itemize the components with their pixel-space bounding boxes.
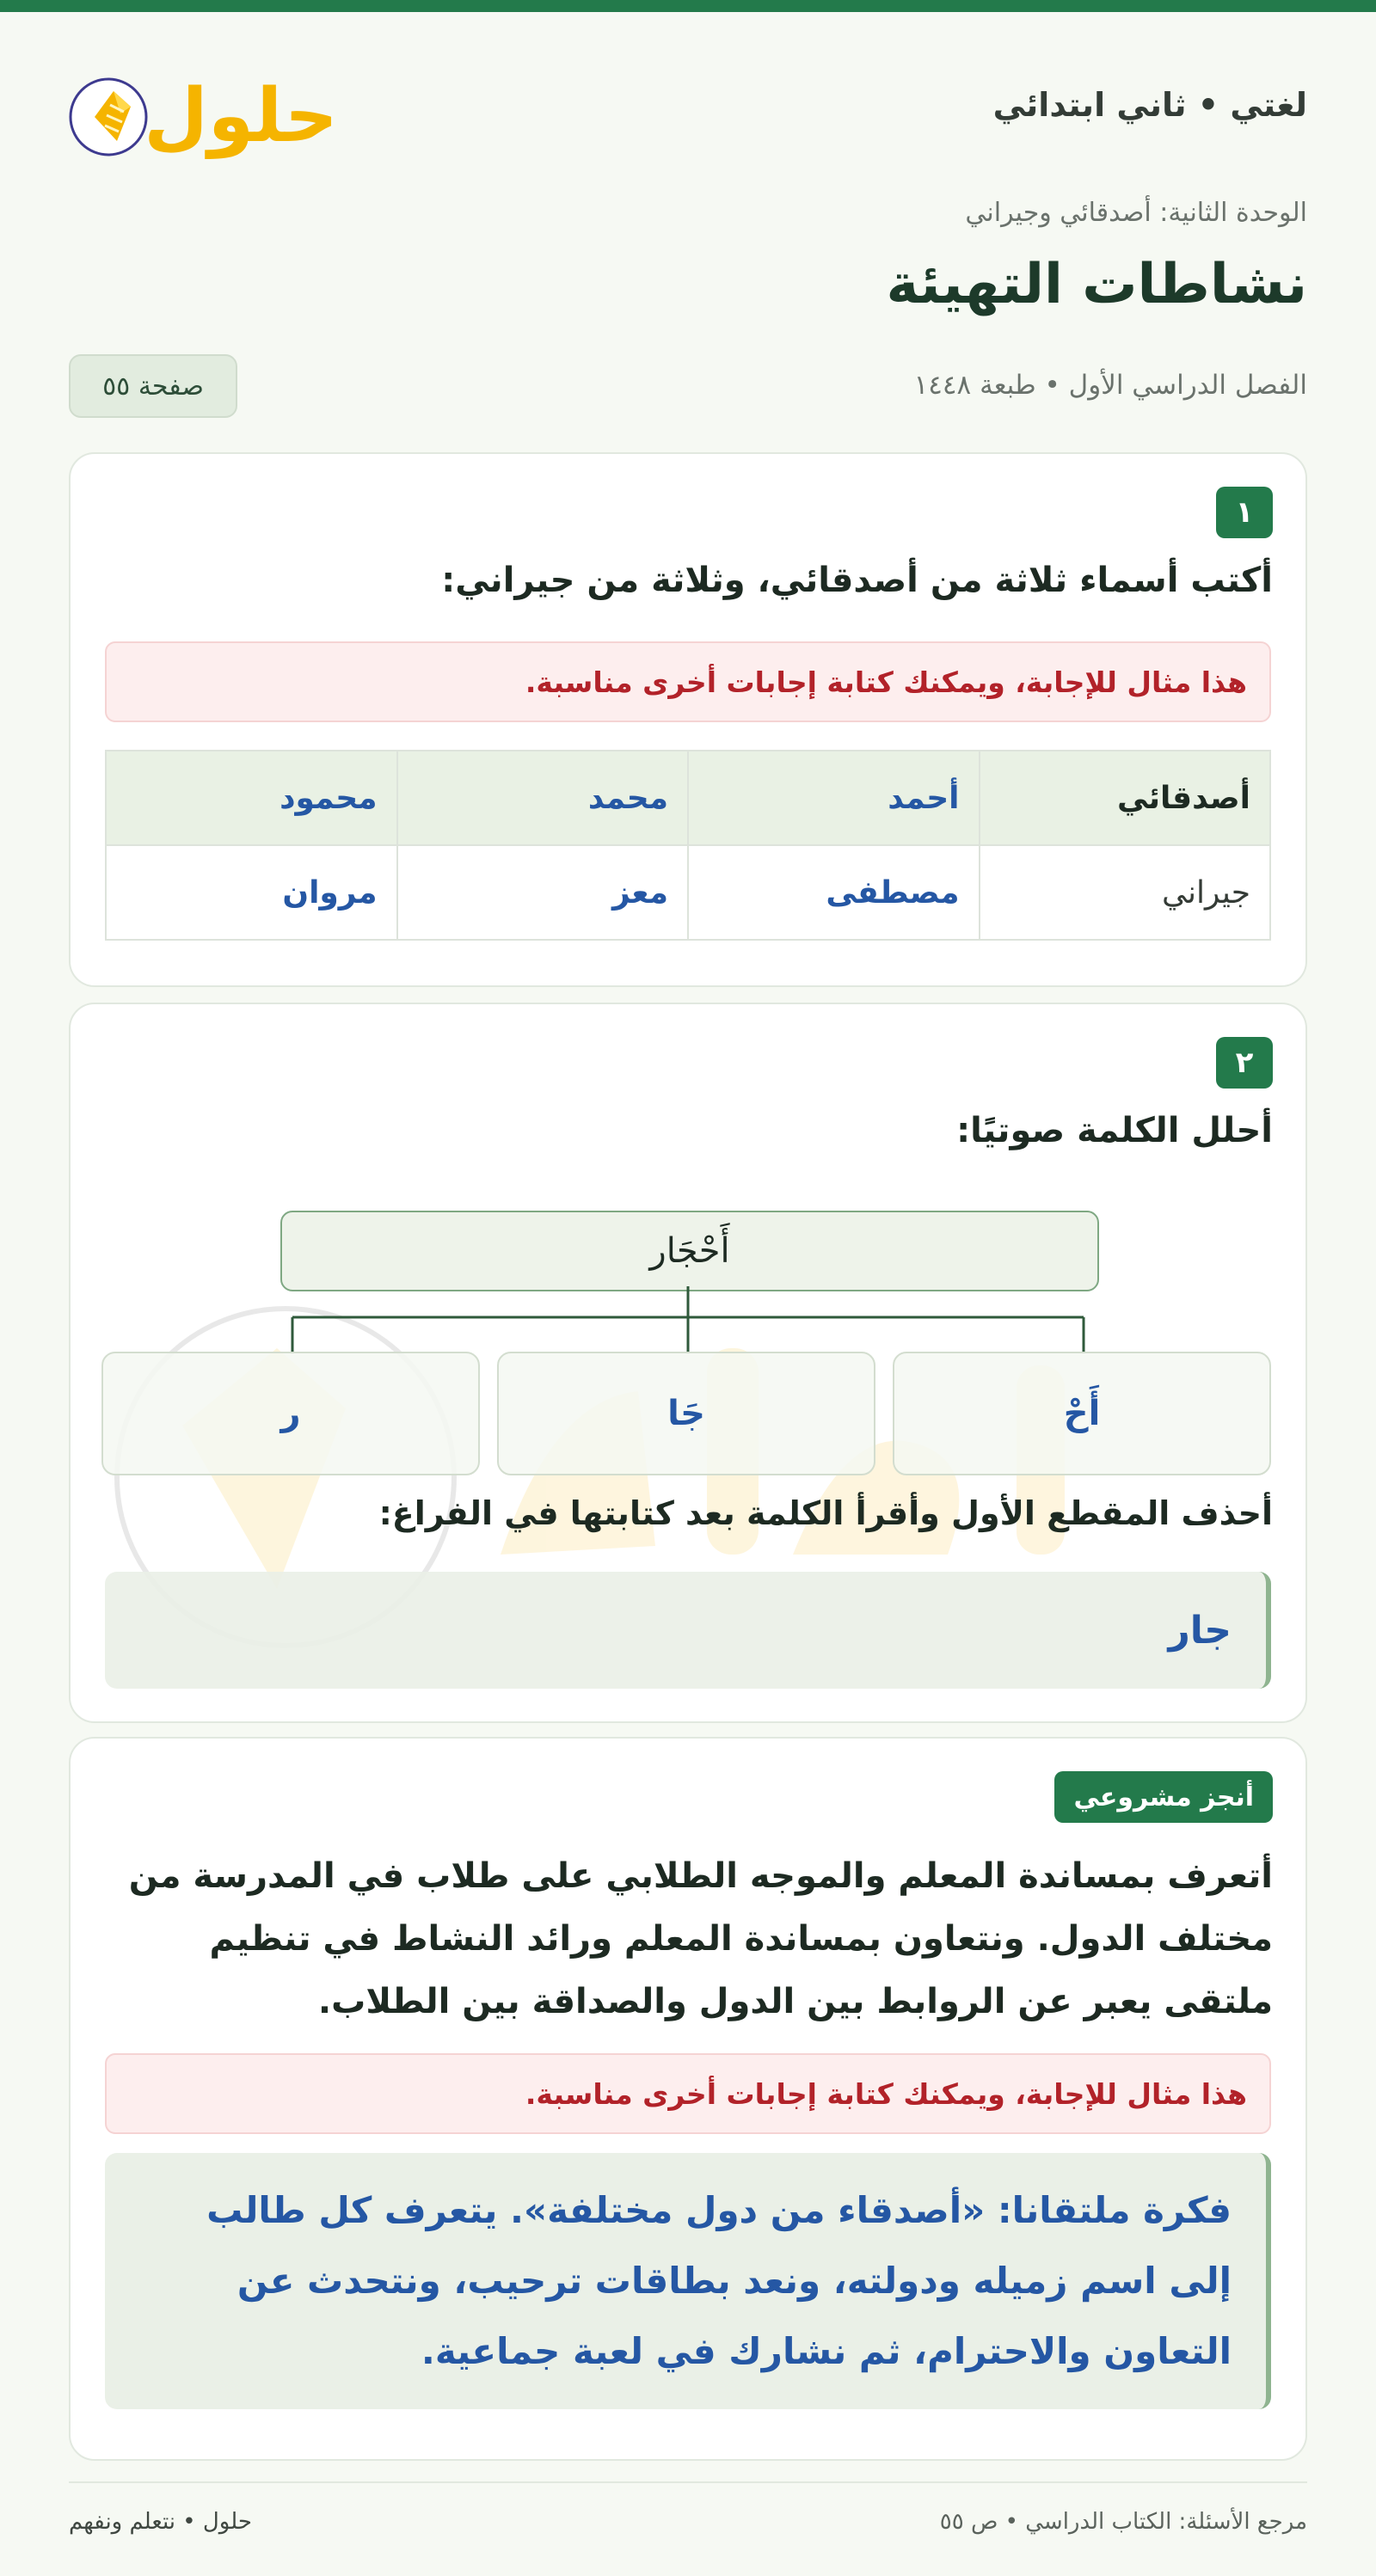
question-text: أحلل الكلمة صوتيًا: [956,1111,1273,1150]
answer-cell: محمود [106,751,397,845]
answer-box: جار [105,1572,1271,1689]
unit-name: الوحدة الثانية: أصدقائي وجيراني [965,198,1307,228]
syllable-box: جَا [497,1352,875,1475]
page-title: نشاطات التهيئة [886,253,1307,316]
answer-cell: مروان [106,845,397,940]
question-number: ١ [1216,487,1273,538]
page [69,12,1307,2576]
word-box: أَحْجَار [280,1211,1099,1291]
page-number-chip: صفحة ٥٥ [69,354,237,418]
syllable-connector [71,1286,1374,1359]
question-card-1 [69,452,1307,987]
project-badge: أنجز مشروعي [1054,1771,1273,1823]
question-text-2: أحذف المقطع الأول وأقرأ الكلمة بعد كتابتها في الفراغ: [378,1494,1273,1532]
top-accent-bar [0,0,1376,12]
answer-cell: معز [397,845,689,940]
syllable-box: ر [101,1352,480,1475]
hulul-logo [69,64,338,159]
header [69,58,1307,159]
footer [69,2481,1307,2552]
syllable-box: أَحْ [893,1352,1271,1475]
question-number: ٢ [1216,1037,1273,1089]
project-text: أتعرف بمساندة المعلم والموجه الطلابي على طلاب في المدرسة من مختلف الدول. ونتعاون بمساندة المعلم ورائد النشاط في تنظيم ملتقى يعبر عن الروابط بين الدول والصداقة بين الطلاب. [128,1856,1273,2021]
footer-brand: حلول • نتعلم ونفهم [69,2509,252,2535]
question-text: أكتب أسماء ثلاثة من أصدقائي، وثلاثة من جيراني: [441,561,1273,600]
table-row [106,751,1270,845]
answer-cell: مصطفى [688,845,980,940]
project-idea: فكرة ملتقانا: «أصدقاء من دول مختلفة». يتعرف كل طالب إلى اسم زميله ودولته، ونعد بطاقات ترحيب، ونتحدث عن التعاون والاحترام، ثم نشارك في لعبة جماعية. [105,2153,1271,2409]
subject-grade: لغتي • ثاني ابتدائي [992,86,1307,124]
term-edition: الفصل الدراسي الأول • طبعة ١٤٤٨ [913,370,1307,401]
answer-cell: أحمد [688,751,980,845]
example-note: هذا مثال للإجابة، ويمكنك كتابة إجابات أخرى مناسبة. [105,2053,1271,2134]
row-label: أصدقائي [980,751,1271,845]
example-note: هذا مثال للإجابة، ويمكنك كتابة إجابات أخرى مناسبة. [105,641,1271,722]
names-table [105,750,1271,941]
answer-cell: محمد [397,751,689,845]
row-label: جيراني [980,845,1271,940]
logo-text: حلول [144,73,338,159]
footer-reference: مرجع الأسئلة: الكتاب الدراسي • ص ٥٥ [939,2509,1307,2535]
table-row [106,845,1270,940]
question-card-2 [69,1003,1307,1723]
project-card [69,1737,1307,2461]
